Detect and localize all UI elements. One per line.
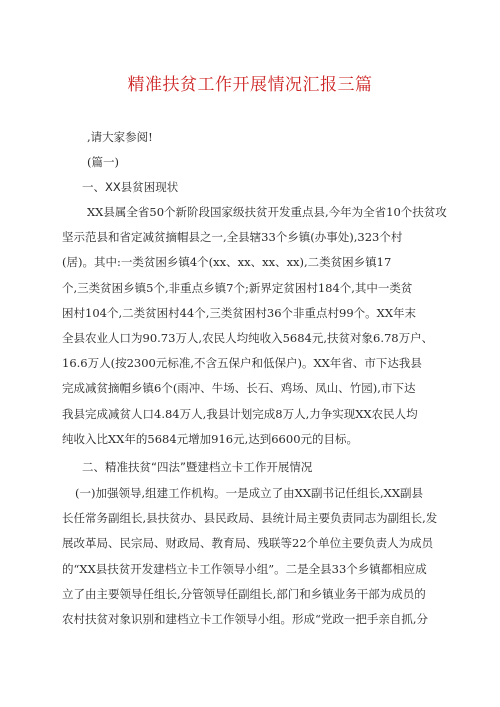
paragraph-line: (居)。其中:一类贫困乡镇4个(xx、xx、xx、xx),二类贫困乡镇17 [62,255,392,270]
section-heading-2: 二、精准扶贫“四法”暨建档立卡工作开展情况 [82,460,313,474]
paragraph-line: 困村104个,二类贫困村44个,三类贫困村36个非重点村99个。XX年末 [62,305,417,320]
paragraph-line: 全县农业人口为90.73万人,农民人均纯收入5684元,扶贫对象6.78万户、 [62,331,434,345]
paragraph-line: 我县完成减贫人口4.84万人,我县计划完成8万人,力争实现XX农民人均 [62,406,418,421]
paragraph-line: 完成减贫摘帽乡镇6个(雨冲、牛场、长石、鸡场、凤山、竹园),市下达 [62,381,416,396]
section-label: (篇一) [87,155,119,169]
paragraph-line: 的“XX县扶贫开发建档立卡工作领导小组”。二是全县33个乡镇都相应成 [62,561,427,576]
paragraph-line: 坚示范县和省定减贫摘帽县之一,全县辖33个乡镇(办事处),323个村 [62,230,403,245]
paragraph-line: 16.6万人(按2300元标准,不含五保户和低保户)。XX年省、市下达我县 [62,356,422,371]
paragraph-line: XX县属全省50个新阶段国家级扶贫开发重点县,今年为全省10个扶贫攻 [87,205,447,219]
paragraph-line: 长任常务副组长,县扶贫办、县民政局、县统计局主要负责同志为副组长,发 [62,511,438,526]
greeting-line: ,请大家参阅! [87,130,153,144]
paragraph-line: (一)加强领导,组建工作机构。一是成立了由XX副书记任组长,XX副县 [75,486,424,500]
section-heading-1: 一、XX县贫困现状 [82,180,179,194]
paragraph-line: 展改革局、民宗局、财政局、教育局、残联等22个单位主要负责人为成员 [62,536,434,551]
paragraph-line: 纯收入比XX年的5684元增加916元,达到6600元的目标。 [62,431,359,446]
paragraph-line: 农村扶贫对象识别和建档立卡工作领导小组。形成“党政一把手亲自抓,分 [62,612,429,626]
paragraph-line: 立了由主要领导任组长,分管领导任副组长,部门和乡镇业务干部为成员的 [62,586,426,601]
document-title: 精准扶贫工作开展情况汇报三篇 [127,75,373,95]
paragraph-line: 个,三类贫困乡镇5个,非重点乡镇7个;新界定贫困村184个,其中一类贫 [62,280,413,295]
